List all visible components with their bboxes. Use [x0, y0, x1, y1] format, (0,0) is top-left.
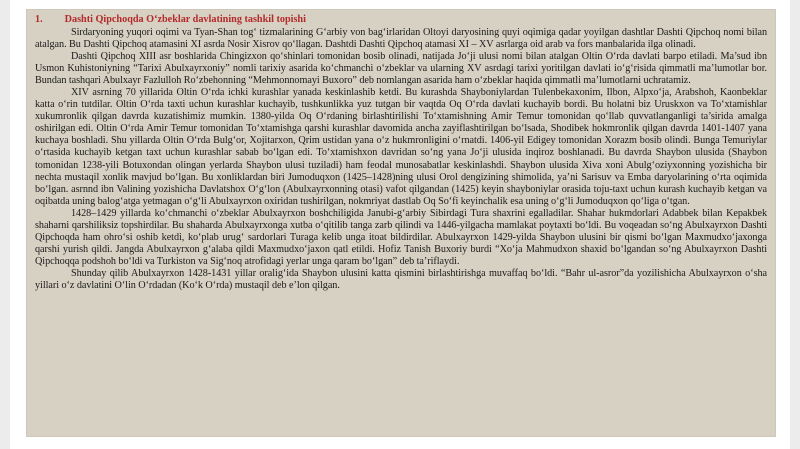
section-heading: [35, 14, 767, 26]
paragraph-2: Dashti Qipchoq XIII asr boshlarida Chingizxon qo‘shinlari tomonidan bosib olinadi, natijada Jo‘ji ulusi nomi bilan atalgan Oltin O‘rda davlati barpo etiladi. Ma’sud ibn Usmon Kuhistoniyning “Tarixi Abulxayrxoniy” nomli tarixiy asarida ko‘chmanchi o‘zbeklar va ularning XV asrdagi tarixi yoritilgan davlati io‘g‘risida qimmatli ma’lumotlar bor. Bundan tashqari Abulxayr Fazlulloh Ro‘zbehonning “Mehmonnomayi Buxoro” deb nomlangan asarida ham o‘zbeklar haqida qimmatli ma’lumotlarni uchratamiz.: [35, 51, 767, 87]
left-margin-strip: [0, 0, 10, 449]
paragraph-4: 1428–1429 yillarda ko‘chmanchi o‘zbeklar Abulxayrxon boshchiligida Janubi-g‘arbiy Sibirdagi Tura shaxrini egalladilar. Shahar hukmdorlari Adabbek bilan Kepakbek shaharni qarshiliksiz topshirdilar. Bu shaharda Abulxayrxonga xutba o‘qitilib tanga zarb qilindi va 1446-yilgacha mamlakat poytaxti bo‘ldi. Bu voqeadan so‘ng Abulxayrxon Dashti Qipchoqda ham ohro‘si oshib ketdi, ko‘plab urug‘ sardorlari Turaga kelib unga itoat bildirdilar. Abulxayrxon 1429-yilda Shaybon ulusini bir qismi bo‘lgan Maxmudxo‘jaxonga qarshi yurish qildi. Jangda Abulxayrxon g‘alaba qildi Maxmudxo‘jaxon qatl etildi. Hofiz Tanish Buxoriy burdi “Xo‘ja Mahmudxon shaxid bo‘lgandan so‘ng Abulxayrxon Dashti Qipchoqqa podshoh bo‘ldi va Turkiston va Sig‘noq atrofidagi yerlar unga qaram bo‘lgan” deb ta’riflaydi.: [35, 207, 767, 267]
paragraph-1: Sirdaryoning yuqori oqimi va Tyan-Shan tog‘ tizmalarining G‘arbiy von bag‘irlaridan Oltoyi daryosining quyi oqimiga qadar yoyilgan dashtlar Dashti Qipchoq nomi bilan atalgan. Bu Dashti Qipchoq atamasini XI asrda Nosir Xisrov qo‘llagan. Dashtdi Dashti Qipchoq atamasi XI – XV asrlarga oid arab va fors manbalarida ilga olinadi.: [35, 27, 767, 51]
text-panel: [26, 9, 776, 437]
heading-text: Dashti Qipchoqda O‘zbeklar davlatining tashkil topishi: [64, 14, 306, 25]
heading-number: 1.: [35, 14, 43, 25]
paragraph-3: XIV asrning 70 yillarida Oltin O‘rda ichki kurashlar yanada keskinlashib ketdi. Bu kurashda Shayboniylardan Tulenbekaxonim, Ilbon, Alpxo‘ja, Arabshoh, Kaonbeklar katta o‘rin tutdilar. Oltin O‘rda taxti uchun kurashlar kuchayib, tushkunlikka yuz tutgan bir vaqtda Oq O‘rda davlati kuchayib bordi. Bu holatni biz Uruskxon va To‘xtamishlar xukumronlik qilgan davrda kuzatishimiz mumkin. 1380-yilda Oq O‘rdaning birlashtirilishi To‘xtamishning Amir Temur tomonidan qo‘llab quvvatlanganligi ta’sirida amalga oshirilgan edi. Oltin O‘rda Amir Temur tomonidan To‘xtamishga qarshi kurashlar davomida ancha zayiflashtirilgan bo‘lsada, Shodibek hokmronlik qilgan davrda 1401-1407 yana kuchaya boshladi. Shu yillarda Oltin O‘rda Bulg‘or, Xojitarxon, Qrim ustidan yana o‘z hukmronligini o‘rnatdi. 1406-yil Edigey tomonidan Xorazm bosib olindi. Bunga Temuriylar o‘rtasida kuchayib ketgan taxt uchun kurashlar sabab bo‘lgan edi. To‘xtamishxon davridan so‘ng yana Jo‘ji ulusida inqiroz boshlanadi. Bu davrda Shaybon ulusida (Shaybon tomonidan 1238-yili Botuxondan olingan yerlarda Shaybon ulusi tuziladi) ham feodal munosabatlar keskinlashdi. Shaybon ulusida Xiva xoni Abulg‘oziyxonning yozishicha bir nechta mustaqil xonlik mavjud bo‘lgan. Bu xonliklardan biri Jumoduqxon (1425–1428)ning ulusi Orol dengizining shimolida, ya’ni Sarisuv va Emba daryolarining o‘rta oqimida bo‘lgan. asrnnd ibn Valining yozishicha Davlatshox O‘g‘lon (Abulxayrxonning otasi) vafot qilgandan (1425) keyin shayboniylar orasida toju-taxt uchun kurash kuchayib ketgan va oqibatda uning balog‘atga yetmagan o‘g‘li Abulxayrxon oxiridan tushirilgan, nokmriyat dastlab Oq So‘fi keyinchalik esa uning o‘g‘li Jumoduqxon qo‘liga o‘tgan.: [35, 87, 767, 207]
right-margin-strip: [790, 0, 800, 449]
paragraph-5: Shunday qilib Abulxayrxon 1428-1431 yillar oralig‘ida Shaybon ulusini katta qismini birlashtirishga muvaffaq bo‘ldi. “Bahr ul-asror”da yozilishicha Abulxayrxon o‘sha yillari o‘z davlatini O‘lin O‘rdadan (Ko‘k O‘rda) mustaqil deb e’lon qilgan.: [35, 267, 767, 291]
